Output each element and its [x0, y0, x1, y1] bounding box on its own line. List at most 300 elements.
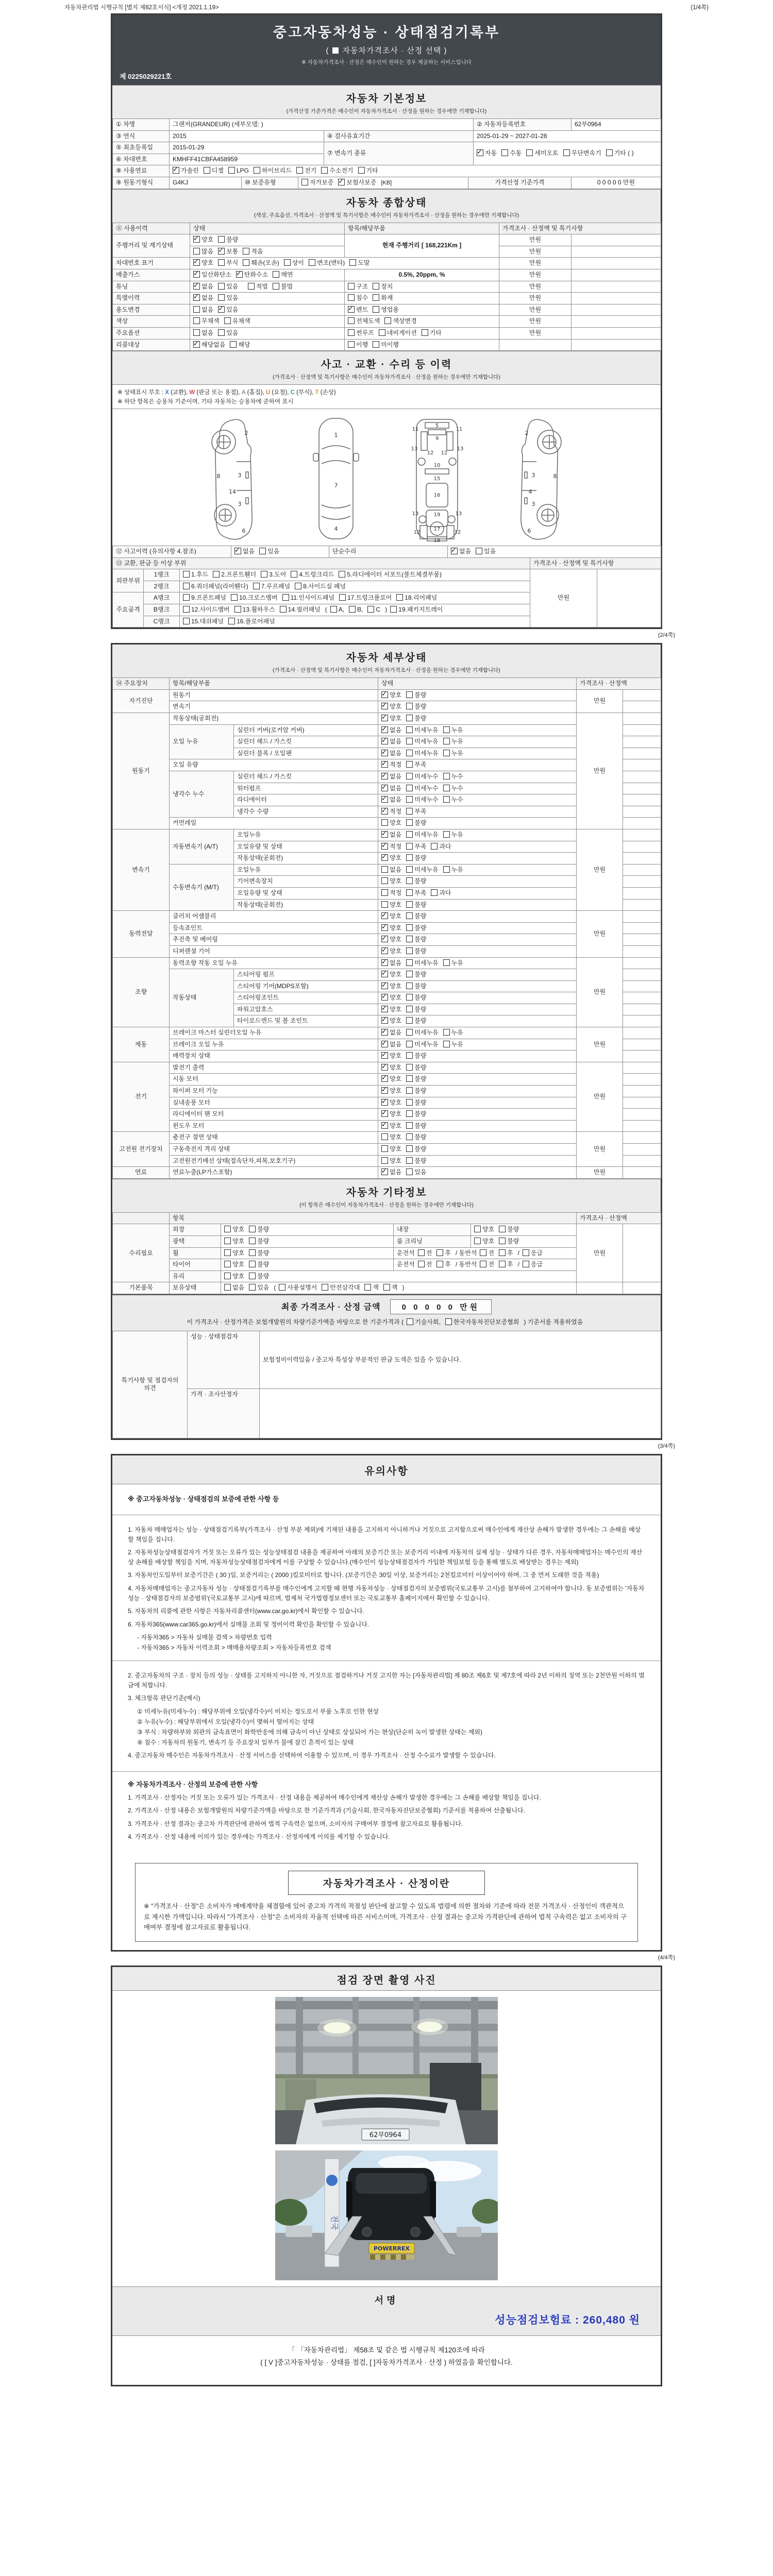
checkbox[interactable] [406, 971, 413, 977]
car-diagram-top [297, 414, 375, 543]
checkbox[interactable] [280, 606, 287, 613]
checkbox[interactable] [224, 1249, 231, 1256]
checkbox[interactable] [406, 1087, 413, 1094]
checkbox-option [224, 317, 250, 326]
checkbox[interactable] [193, 236, 200, 243]
checkbox[interactable] [406, 703, 413, 709]
checkbox[interactable] [381, 959, 388, 966]
inline-text: ( [325, 606, 327, 614]
checkbox-label: 없음 [390, 784, 402, 792]
basic-items-label: 기본품목 [113, 1282, 170, 1294]
checkbox-option [193, 259, 213, 267]
checkbox[interactable] [330, 606, 337, 613]
checkbox-label: 침수 [356, 294, 368, 302]
table-row [113, 269, 661, 281]
checkbox[interactable] [273, 271, 279, 278]
checkbox[interactable] [381, 877, 388, 884]
checkbox[interactable] [443, 726, 450, 733]
usage-history-name: 주행거리 및 계기상태 [113, 234, 190, 258]
checkbox[interactable] [236, 271, 243, 278]
diagram-number: 12 [427, 450, 434, 456]
checkbox[interactable] [406, 819, 413, 826]
checkbox[interactable] [406, 936, 413, 942]
checkbox[interactable] [406, 1041, 413, 1047]
checkbox[interactable] [259, 548, 266, 554]
checkbox[interactable] [349, 259, 356, 266]
checkbox[interactable] [249, 1249, 256, 1256]
checkbox[interactable] [406, 1110, 413, 1117]
checkbox[interactable] [431, 889, 438, 896]
diagram-number: 16 [433, 493, 441, 499]
checkbox[interactable] [381, 831, 388, 838]
checkbox[interactable] [406, 1157, 413, 1164]
checkbox[interactable] [249, 1284, 256, 1291]
checkbox[interactable] [254, 167, 260, 174]
inline-text: ( [274, 1284, 276, 1292]
checkbox-option [234, 548, 255, 556]
checkbox[interactable] [381, 1168, 388, 1175]
checkbox[interactable] [373, 283, 379, 290]
checkbox[interactable] [406, 796, 413, 803]
checkbox[interactable] [218, 283, 225, 290]
checkbox[interactable] [213, 571, 220, 578]
checkbox[interactable] [234, 548, 241, 554]
checkbox[interactable] [224, 1261, 231, 1267]
checkbox[interactable] [218, 236, 225, 243]
checkbox[interactable] [406, 773, 413, 779]
checkbox[interactable] [406, 738, 413, 744]
checkbox[interactable] [218, 294, 225, 301]
checkbox[interactable] [381, 854, 388, 861]
checkbox[interactable] [523, 1261, 529, 1267]
checkbox[interactable] [348, 306, 355, 313]
checkbox[interactable] [301, 179, 308, 185]
checkbox[interactable] [193, 341, 200, 348]
checkbox[interactable] [563, 149, 570, 156]
checkbox-label: 수동 [510, 149, 522, 157]
checkbox[interactable] [249, 1273, 256, 1279]
checkbox-option [254, 167, 292, 175]
checkbox[interactable] [253, 583, 260, 589]
checkbox[interactable] [381, 947, 388, 954]
checkbox[interactable] [193, 306, 200, 313]
note-cell [623, 713, 661, 725]
checkbox[interactable] [204, 167, 210, 174]
checkbox[interactable] [381, 808, 388, 815]
checkbox[interactable] [193, 294, 200, 301]
checkbox[interactable] [418, 1261, 425, 1267]
price-cell: 만원 [577, 1132, 623, 1167]
checkbox[interactable] [406, 947, 413, 954]
checkbox[interactable] [406, 1099, 413, 1106]
checkbox[interactable] [443, 831, 450, 838]
checkbox[interactable] [381, 1110, 388, 1117]
checkbox[interactable] [284, 259, 291, 266]
checkbox[interactable] [406, 843, 413, 850]
checkbox[interactable] [249, 1226, 256, 1232]
checkbox[interactable] [364, 1284, 371, 1291]
checkbox[interactable] [443, 785, 450, 791]
checkbox[interactable] [379, 329, 385, 336]
checkbox[interactable] [406, 761, 413, 768]
checkbox[interactable] [381, 1075, 388, 1082]
item-name: 구동축전지 격리 상태 [170, 1144, 378, 1156]
checkbox[interactable] [406, 924, 413, 931]
checkbox[interactable] [373, 306, 379, 313]
checkbox[interactable] [443, 866, 450, 873]
status-options [378, 1039, 577, 1050]
checkbox[interactable] [183, 618, 190, 624]
checkbox[interactable] [443, 773, 450, 779]
checkbox[interactable] [406, 1133, 413, 1140]
checkbox[interactable] [381, 866, 388, 873]
diagram-number: 2 [244, 430, 248, 437]
checkbox[interactable] [381, 901, 388, 908]
checkbox[interactable] [348, 329, 355, 336]
checkbox[interactable] [381, 691, 388, 698]
checkbox-option [381, 947, 401, 956]
checkbox[interactable] [406, 1052, 413, 1059]
checkbox-option [381, 703, 401, 711]
checkbox[interactable] [338, 179, 345, 185]
checkbox[interactable] [407, 1318, 413, 1325]
status-options [190, 246, 345, 258]
status-options [378, 806, 577, 818]
checkbox[interactable] [474, 1226, 481, 1232]
checkbox[interactable] [230, 341, 237, 348]
checkbox[interactable] [373, 341, 379, 348]
checkbox[interactable] [249, 1261, 256, 1267]
checkbox[interactable] [406, 854, 413, 861]
checkbox[interactable] [443, 750, 450, 756]
checkbox-label: 있음 [484, 548, 496, 555]
checkbox[interactable] [228, 618, 235, 624]
checkbox[interactable] [406, 726, 413, 733]
checkbox[interactable] [279, 1284, 285, 1291]
checkbox[interactable] [443, 738, 450, 744]
checkbox[interactable] [183, 571, 190, 578]
checkbox[interactable] [193, 317, 200, 324]
checkbox-label: 있음 [257, 1284, 270, 1292]
checkbox-option [443, 1041, 463, 1049]
checkbox[interactable] [501, 149, 508, 156]
checkbox[interactable] [348, 317, 355, 324]
checkbox-option [321, 167, 353, 175]
checkbox[interactable] [381, 1052, 388, 1059]
checkbox-label: 부식 [226, 259, 239, 267]
checkbox[interactable] [406, 831, 413, 838]
device-group-name: 조향 [113, 957, 170, 1027]
checkbox[interactable] [381, 750, 388, 756]
checkbox[interactable] [445, 1318, 452, 1325]
checkbox-label: 없음 [390, 1168, 402, 1176]
usage-history-name: 배출가스 [113, 269, 190, 281]
notice-heading: ※ 중고자동차성능 · 상태점검의 보증에 관한 사항 등 [128, 1495, 279, 1503]
checkbox[interactable] [381, 1145, 388, 1152]
checkbox[interactable] [499, 1261, 506, 1267]
checkbox[interactable] [282, 594, 289, 601]
base-price-label: 가격산정 기준가격 [468, 177, 572, 189]
checkbox-option [406, 959, 438, 968]
checkbox[interactable] [183, 594, 190, 601]
checkbox[interactable] [218, 306, 225, 313]
status-options [378, 1074, 577, 1086]
checkbox[interactable] [243, 259, 249, 266]
subtitle-paren-close: ) [444, 46, 447, 55]
checkbox[interactable] [406, 691, 413, 698]
tire-label: 타이어 [170, 1259, 221, 1271]
checkbox[interactable] [193, 283, 200, 290]
checkbox[interactable] [218, 329, 225, 336]
checkbox[interactable] [499, 1226, 506, 1232]
notice-item: 5. 자동차의 리콜에 관한 사항은 자동차리콜센터(www.car.go.kr)에서 확인할 수 있습니다. [128, 1607, 364, 1615]
checkbox[interactable] [381, 1064, 388, 1071]
checkbox[interactable] [273, 283, 279, 290]
checkbox[interactable] [606, 149, 613, 156]
table-row [113, 234, 661, 246]
checkbox-label: 누유 [451, 749, 463, 757]
checkbox[interactable] [422, 329, 428, 336]
diagram-number: 12 [413, 530, 421, 536]
checkbox[interactable] [443, 1041, 450, 1047]
checkbox[interactable] [418, 1249, 425, 1256]
checkbox[interactable] [224, 1226, 231, 1232]
checkbox[interactable] [224, 1273, 231, 1279]
checkbox[interactable] [183, 606, 190, 613]
table-row [113, 339, 661, 351]
note-cell [623, 1062, 661, 1074]
checkbox[interactable] [443, 959, 450, 966]
checkbox[interactable] [234, 606, 241, 613]
checkbox[interactable] [381, 1122, 388, 1129]
checkbox[interactable] [381, 1041, 388, 1047]
checkbox-option [431, 843, 451, 851]
checkbox[interactable] [383, 1284, 390, 1291]
checkbox[interactable] [218, 248, 225, 255]
checkbox[interactable] [218, 259, 225, 266]
etc-info-header [112, 1179, 661, 1213]
checkbox[interactable] [367, 606, 374, 613]
checkbox[interactable] [228, 167, 235, 174]
checkbox[interactable] [499, 1249, 506, 1256]
checkbox[interactable] [224, 1238, 231, 1244]
checkbox[interactable] [480, 1261, 486, 1267]
checkbox[interactable] [431, 843, 438, 850]
checkbox-option [259, 548, 279, 556]
checkbox[interactable] [406, 901, 413, 908]
checkbox[interactable] [224, 1284, 231, 1291]
checkbox[interactable] [381, 1157, 388, 1164]
checkbox-label: 네비게이션 [386, 329, 417, 336]
checkbox[interactable] [193, 271, 200, 278]
tire-options [221, 1259, 394, 1271]
note-cell [623, 689, 661, 701]
checkbox[interactable] [381, 819, 388, 826]
checkbox[interactable] [381, 843, 388, 850]
checkbox[interactable] [381, 761, 388, 768]
checkbox-label: 적정 [390, 842, 402, 850]
checkbox-option [406, 1145, 426, 1154]
checkbox[interactable] [291, 571, 297, 578]
checkbox[interactable] [523, 1249, 529, 1256]
checkbox[interactable] [173, 167, 179, 174]
checkbox-label: 8.사이드실 패널 [303, 582, 346, 590]
checkbox-option [381, 750, 401, 758]
checkbox-label: 불량 [414, 715, 427, 722]
checkbox-label: 양호 [390, 924, 402, 931]
checkbox-label: 양호 [201, 259, 214, 267]
checkbox[interactable] [384, 317, 391, 324]
fuel-label: ⑧ 사용연료 [113, 165, 170, 177]
note-cell [572, 293, 661, 304]
checkbox[interactable] [348, 283, 355, 290]
checkbox[interactable] [406, 1064, 413, 1071]
checkbox[interactable] [406, 912, 413, 919]
checkbox[interactable] [396, 594, 403, 601]
checkbox[interactable] [322, 1284, 328, 1291]
checkbox-option [406, 901, 426, 909]
checkbox[interactable] [443, 796, 450, 803]
checkbox[interactable] [224, 317, 231, 324]
checkbox[interactable] [296, 167, 303, 174]
device-group-name: 원동기 [113, 713, 170, 829]
note-cell [623, 957, 661, 969]
status-options [190, 304, 345, 316]
checkbox[interactable] [406, 1029, 413, 1036]
checkbox[interactable] [381, 1017, 388, 1024]
overall-status-table [112, 223, 661, 351]
checkbox[interactable] [339, 571, 345, 578]
checkbox-label: 불량 [257, 1226, 270, 1233]
checkbox[interactable] [406, 1017, 413, 1024]
checkbox[interactable] [381, 1029, 388, 1036]
checkbox[interactable] [406, 959, 413, 966]
checkbox[interactable] [474, 1238, 481, 1244]
checkbox[interactable] [381, 1087, 388, 1094]
checkbox[interactable] [321, 167, 328, 174]
checkbox[interactable] [249, 1238, 256, 1244]
checkbox[interactable] [406, 982, 413, 989]
checkbox[interactable] [406, 1168, 413, 1175]
checkbox[interactable] [480, 1249, 486, 1256]
checkbox-label: 불량 [414, 1157, 427, 1164]
checkbox[interactable] [381, 1133, 388, 1140]
checkbox[interactable] [451, 548, 458, 554]
checkbox-label: 기타 [429, 329, 442, 336]
checkbox[interactable] [381, 971, 388, 977]
checkbox[interactable] [193, 329, 200, 336]
note-cell [572, 269, 661, 281]
checkbox[interactable] [436, 1249, 443, 1256]
checkbox[interactable] [443, 1029, 450, 1036]
checkbox[interactable] [390, 606, 397, 613]
checkbox[interactable] [381, 912, 388, 919]
status-options [378, 945, 577, 957]
checkbox[interactable] [406, 866, 413, 873]
checkbox-option [193, 271, 231, 279]
checkbox-label: 양호 [390, 1157, 402, 1164]
notice-item: 2. 중고자동차의 구조 · 장치 등의 성능 · 상태를 고지하지 아니한 자, 거짓으로 점검하거나 거짓 고지한 자는 [자동차관리법] 제 80조 제6호 및 제7호에 따라 2년 이하의 징역 또는 2천만원 이하의 벌금에 처합니다. [128, 1672, 645, 1689]
checkbox[interactable] [381, 889, 388, 896]
checkbox[interactable] [436, 1261, 443, 1267]
checkbox[interactable] [381, 738, 388, 744]
checkbox[interactable] [373, 294, 379, 301]
checkbox[interactable] [406, 715, 413, 721]
col-usage-history: ⑪ 사용이력 [113, 223, 190, 234]
checkbox[interactable] [381, 1006, 388, 1012]
checkbox[interactable] [261, 571, 267, 578]
checkbox[interactable] [231, 594, 238, 601]
checkbox[interactable] [381, 773, 388, 779]
checkbox[interactable] [406, 808, 413, 815]
checkbox[interactable] [406, 1145, 413, 1152]
checkbox[interactable] [358, 167, 365, 174]
checkbox[interactable] [406, 889, 413, 896]
checkbox[interactable] [406, 1122, 413, 1129]
checkbox[interactable] [339, 594, 346, 601]
checkbox-label: 불량 [414, 1005, 427, 1013]
checkbox[interactable] [349, 606, 356, 613]
checkbox[interactable] [381, 796, 388, 803]
checkbox-option [224, 1261, 244, 1269]
checkbox[interactable] [406, 1075, 413, 1082]
checkbox[interactable] [406, 1006, 413, 1012]
status-options [378, 1086, 577, 1097]
checkbox[interactable] [381, 726, 388, 733]
checkbox[interactable] [406, 750, 413, 756]
checkbox-option [390, 606, 443, 614]
checkbox[interactable] [381, 715, 388, 721]
checkbox[interactable] [348, 341, 355, 348]
checkbox[interactable] [248, 283, 255, 290]
checkbox[interactable] [381, 994, 388, 1001]
checkbox[interactable] [406, 994, 413, 1001]
checkbox[interactable] [406, 785, 413, 791]
price-appraisal-title: 자동차가격조사 · 산정이란 [288, 1871, 485, 1895]
checkbox[interactable] [381, 982, 388, 989]
price-select-checkbox[interactable] [332, 47, 339, 54]
checkbox[interactable] [381, 785, 388, 791]
status-code: A [241, 389, 247, 396]
checkbox-option [406, 808, 426, 816]
checkbox-label: 전 [426, 1261, 432, 1268]
checkbox-label: 양호 [390, 1110, 402, 1118]
diagram-number: 7 [334, 482, 338, 489]
checkbox[interactable] [381, 1099, 388, 1106]
checkbox-label: 과다 [439, 842, 451, 850]
checkbox[interactable] [381, 703, 388, 709]
checkbox[interactable] [381, 936, 388, 942]
checkbox-label: 불량 [414, 1063, 427, 1071]
checkbox[interactable] [348, 294, 355, 301]
checkbox[interactable] [381, 924, 388, 931]
checkbox[interactable] [526, 149, 533, 156]
checkbox[interactable] [499, 1238, 506, 1244]
checkbox[interactable] [183, 583, 190, 589]
checkbox[interactable] [193, 259, 200, 266]
checkbox[interactable] [406, 877, 413, 884]
checkbox[interactable] [295, 583, 301, 589]
checkbox[interactable] [193, 248, 200, 255]
checkbox[interactable] [243, 248, 249, 255]
engine-type-value: G4KJ [170, 177, 242, 189]
status-options [378, 736, 577, 748]
checkbox-label: 부족 [414, 761, 427, 769]
checkbox[interactable] [477, 149, 483, 156]
checkbox-label: 누유 [451, 866, 463, 873]
checkbox[interactable] [476, 548, 482, 554]
checkbox[interactable] [309, 259, 315, 266]
